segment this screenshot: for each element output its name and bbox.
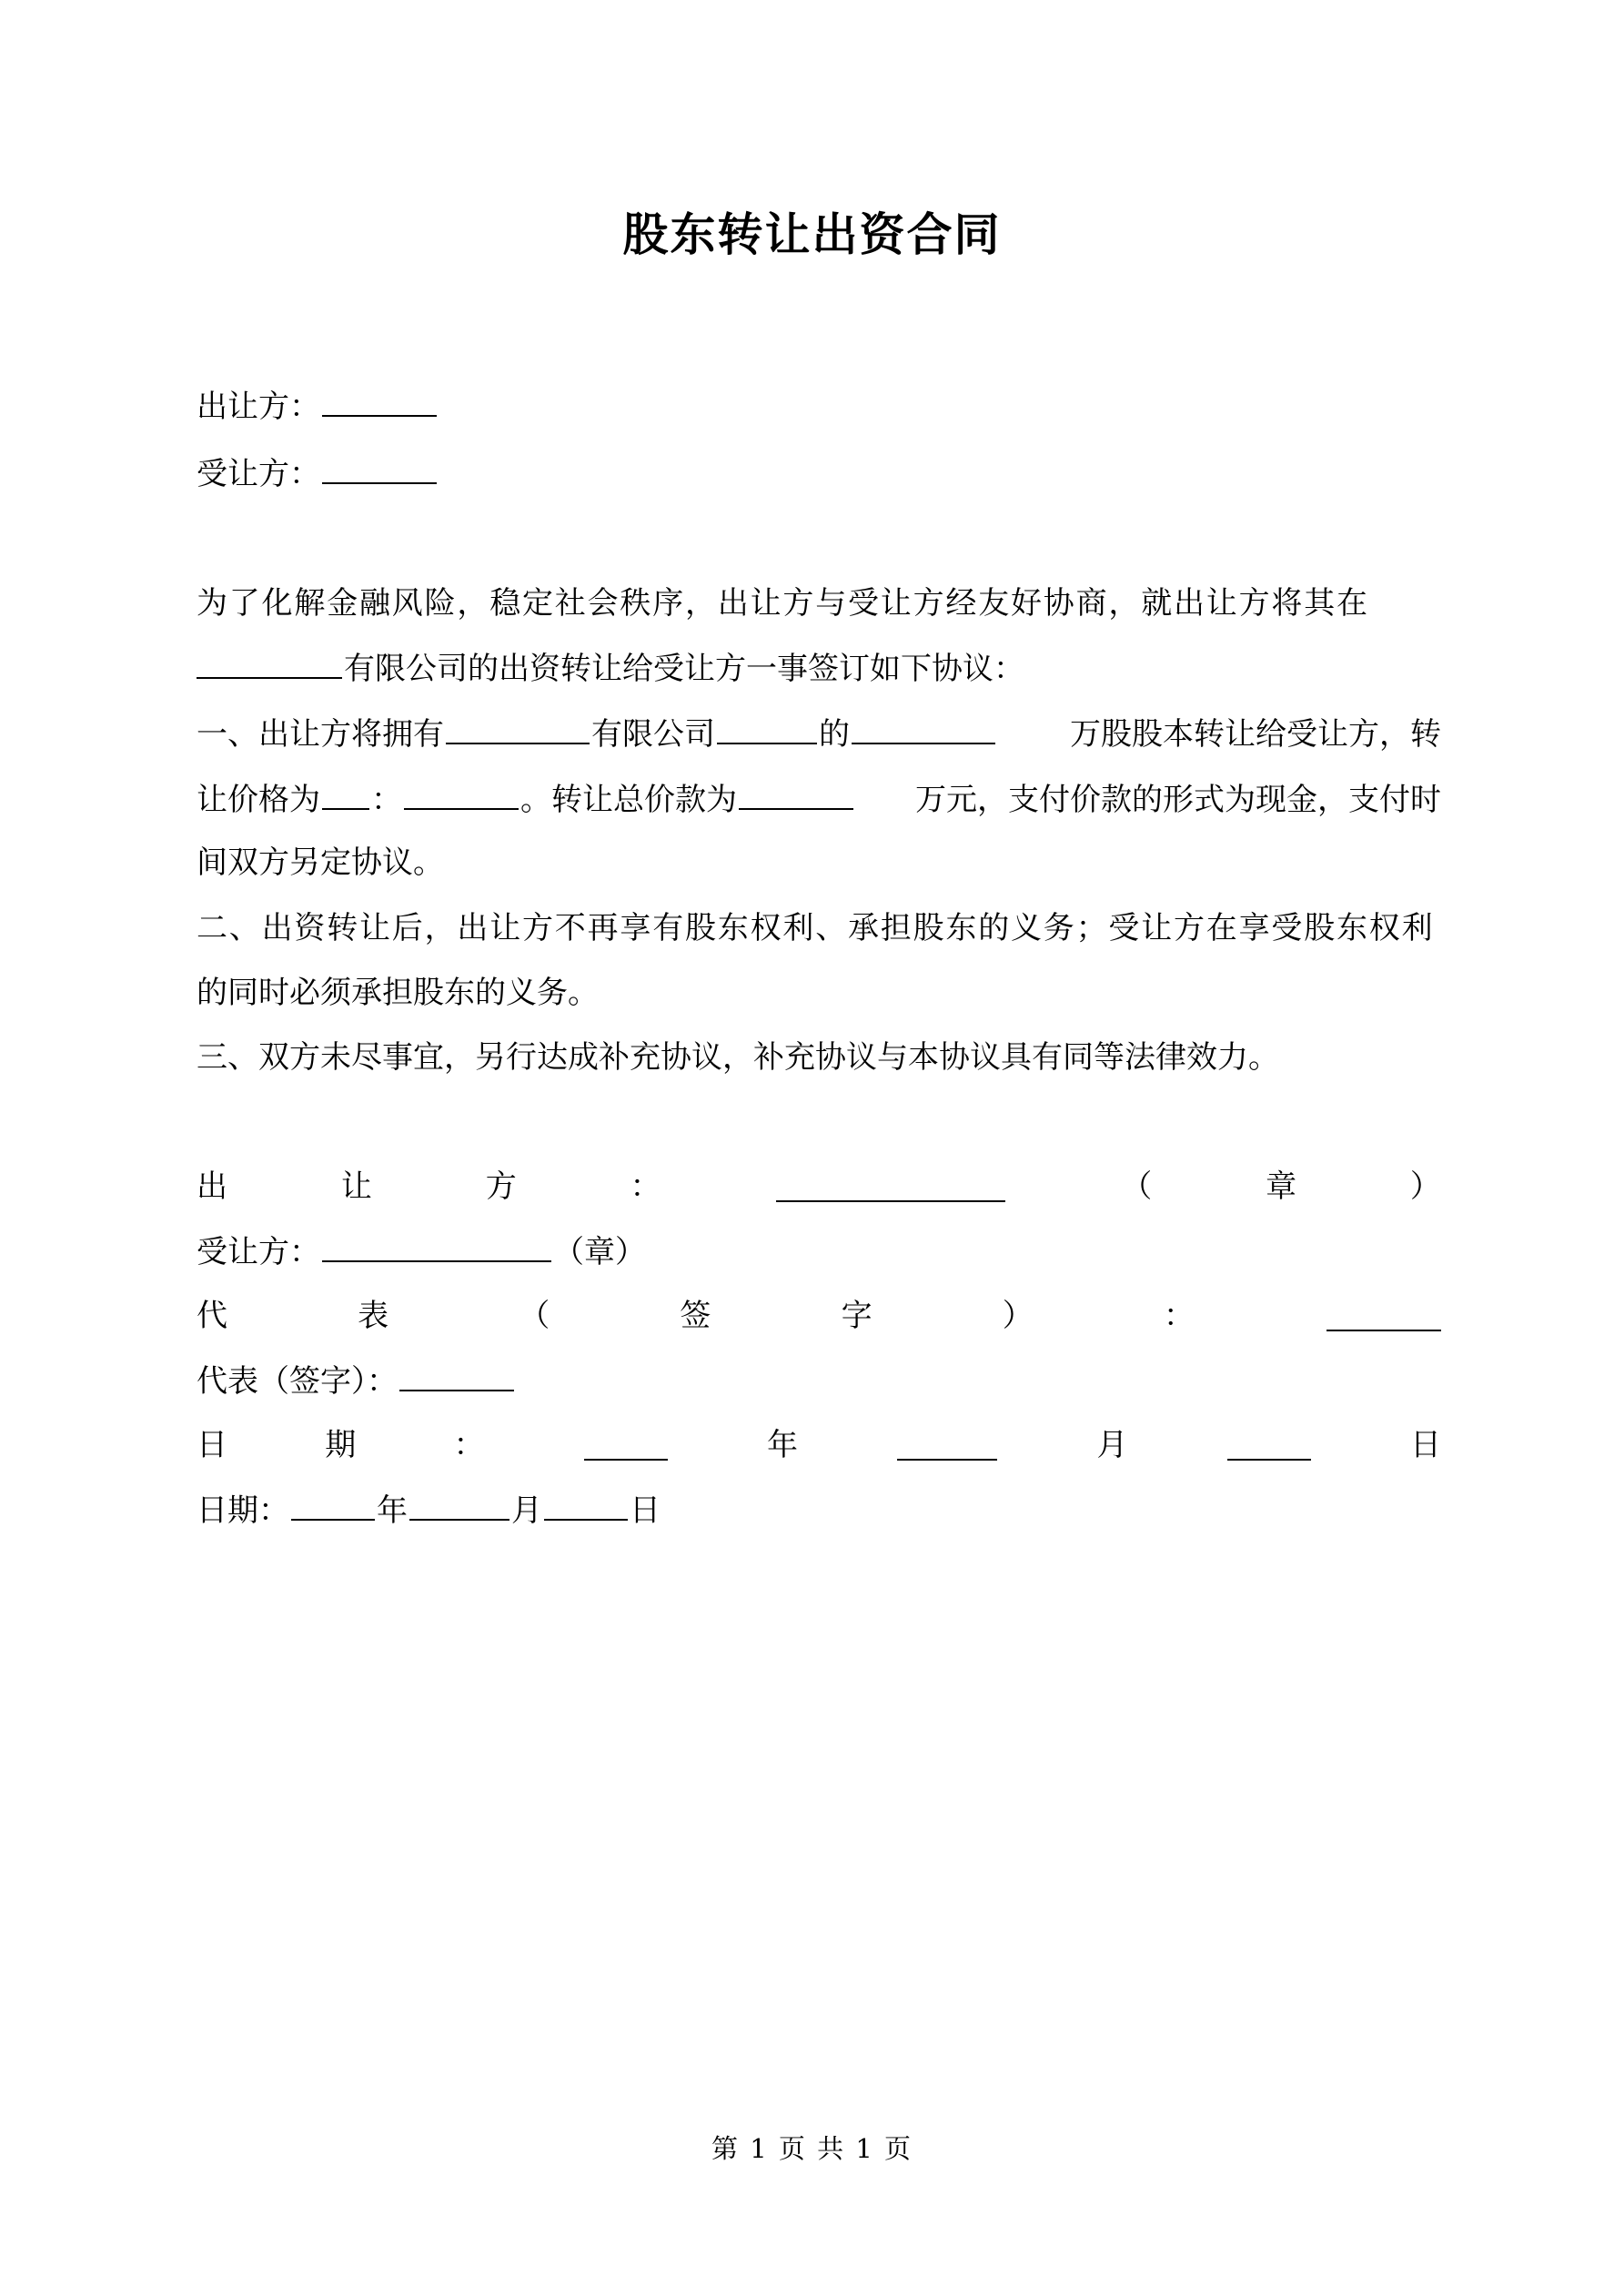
signature-rep: 代表（签字）： (197, 1360, 1441, 1401)
rep-signature-blank-2[interactable] (399, 1360, 514, 1391)
page-footer: 第 1 页 共 1 页 (711, 2133, 913, 2164)
signature-rep-justified: 代 表 （ 签 字 ） ： (197, 1296, 1441, 1336)
shares-blank[interactable] (852, 713, 995, 744)
company-name-blank[interactable] (717, 713, 817, 744)
date-month-blank-1[interactable] (897, 1430, 997, 1461)
intro-line-1: 为了化解金融风险，稳定社会秩序，出让方与受让方经友好协商，就出让方将其在 (197, 585, 1369, 622)
date-day-blank-2[interactable] (544, 1490, 628, 1521)
clause-1-line-2 (197, 779, 1441, 820)
clause-1-line-3: 间双方另定协议。 (197, 845, 444, 881)
clause-1-payment-text: 万元，支付价款的形式为现金，支付时 (915, 781, 1441, 818)
transferor-signature-blank[interactable] (776, 1171, 1005, 1202)
clause-1-line-1 (197, 713, 1441, 754)
rep-signature-blank-1[interactable] (1326, 1300, 1441, 1331)
clause-1-owner: 一、出让方将拥有 有限公司 的 (197, 713, 997, 754)
owned-company-blank[interactable] (446, 713, 590, 744)
intro-line-2 (197, 648, 1441, 689)
signature-date-justified: 日 期 ： 年 月 日 (197, 1427, 1441, 1463)
clause-1-shares-text: 万股股本转让给受让方，转 (1070, 715, 1441, 753)
date-day-blank-1[interactable] (1227, 1430, 1311, 1461)
date-year-blank-2[interactable] (291, 1490, 375, 1521)
intro-line-2-text: 有限公司的出资转让给受让方一事签订如下协议： (344, 651, 1024, 687)
signature-date: 日期： 年 月 日 (197, 1490, 1441, 1531)
clause-2-line-1: 二、出资转让后，出让方不再享有股东权利、承担股东的义务；受让方在享受股东权利 (197, 910, 1435, 946)
transferee-blank[interactable] (322, 453, 437, 484)
transferee-line (197, 453, 1441, 494)
clause-2-line-2: 的同时必须承担股东的义务。 (197, 975, 599, 1011)
price-ratio-a-blank[interactable] (322, 779, 369, 810)
date-month-blank-2[interactable] (409, 1490, 509, 1521)
transferor-blank[interactable] (322, 386, 437, 417)
price-ratio-b-blank[interactable] (404, 779, 519, 810)
transferee-label: 受让方： (197, 456, 320, 492)
date-year-blank-1[interactable] (584, 1430, 668, 1461)
clause-1-price: 让价格为 ： 。转让总价款为 (197, 779, 855, 820)
signature-transferor-justified: 出 让 方 ： （ 章 ） (197, 1168, 1441, 1205)
company-blank[interactable] (197, 648, 342, 679)
transferor-line (197, 386, 1441, 427)
transferor-label: 出让方： (197, 389, 320, 425)
total-price-blank[interactable] (739, 779, 853, 810)
signature-transferee: 受让方： （章） (197, 1231, 1441, 1272)
transferee-signature-blank[interactable] (322, 1231, 551, 1262)
clause-3: 三、双方未尽事宜，另行达成补充协议，补充协议与本协议具有同等法律效力。 (197, 1039, 1279, 1076)
document-title: 股东转让出资合同 (622, 207, 1002, 261)
